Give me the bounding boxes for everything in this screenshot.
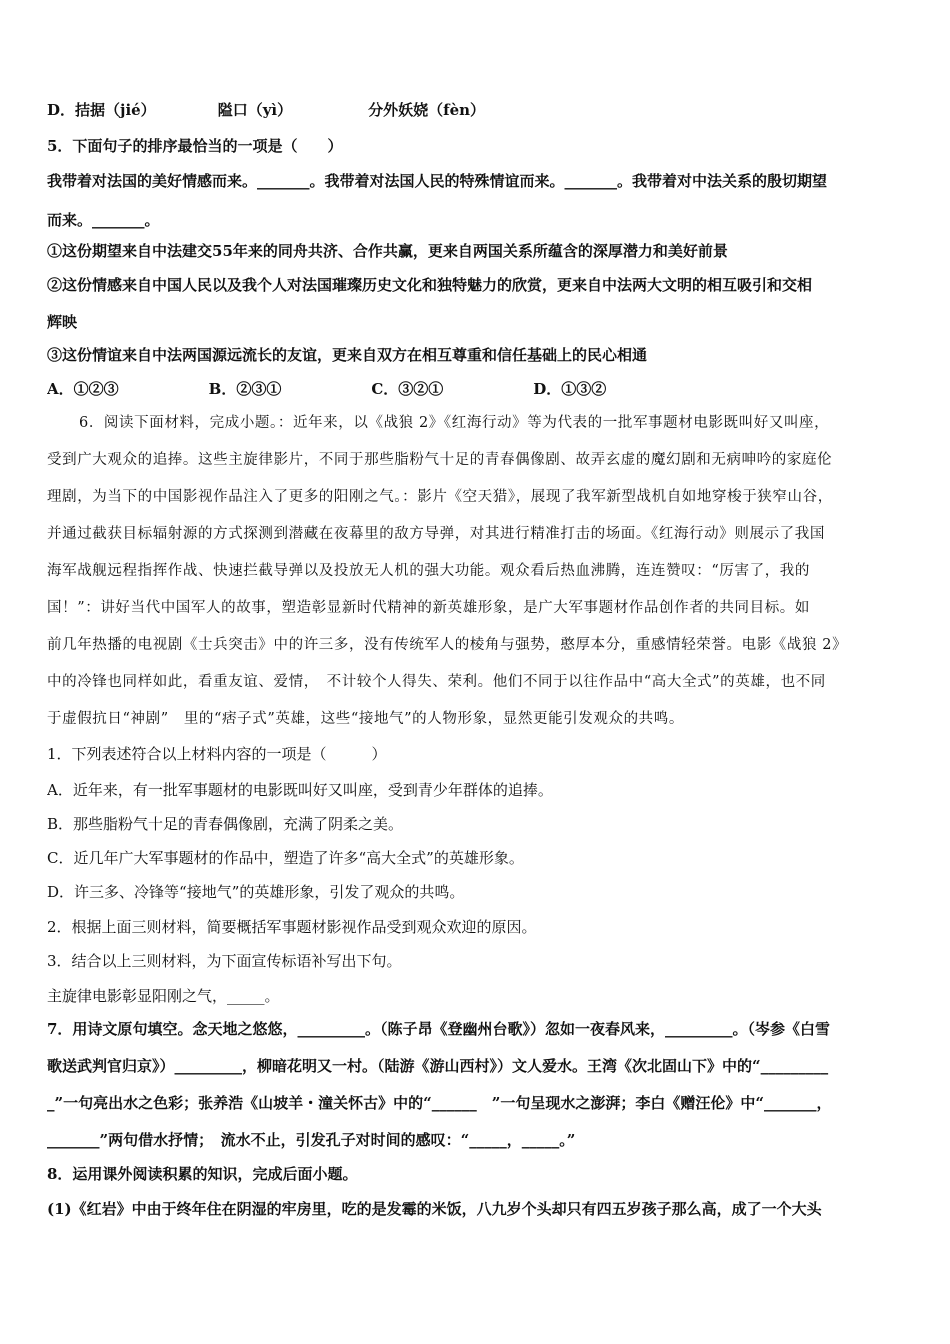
q6-sub1-stem: 1．下列表述符合以上材料内容的一项是（ ） xyxy=(47,745,387,763)
q5-sentence-2-cont: 辉映 xyxy=(47,313,78,331)
q6-sub2-stem: 2．根据上面三则材料，简要概括军事题材影视作品受到观众欢迎的原因。 xyxy=(47,918,537,936)
q7-line: 歌送武判官归京》）_________，柳暗花明又一村。（陆游《游山西村》）文人爱水。王湾《次北固山下》中的“_________ xyxy=(47,1057,829,1075)
q7-line: _”一句亮出水之色彩；张养浩《山坡羊・潼关怀古》中的“______ ”一句呈现水之澎湃；李白《赠汪伦》中“_______， xyxy=(47,1094,832,1112)
q5-option-a: A．①②③ xyxy=(47,380,119,398)
q5-option-b: B．②③① xyxy=(208,380,282,398)
q6-passage-line: 受到广大观众的追捧。这些主旋律影片，不同于那些脂粉气十足的青春偶像剧、故弄玄虚的魔幻剧和无病呻吟的家庭伦 xyxy=(47,452,833,468)
q6-passage-line: 6．阅读下面材料，完成小题。：近年来，以《战狼 2》《红海行动》等为代表的一批军事题材电影既叫好又叫座， xyxy=(79,415,830,431)
q5-options xyxy=(47,378,907,400)
q5-passage-line: 我带着对法国的美好情感而来。_______。我带着对法国人民的特殊情谊而来。_______。我带着对中法关系的殷切期望 xyxy=(47,172,828,190)
q6-passage-line: 国！”：讲好当代中国军人的故事，塑造彰显新时代精神的新英雄形象，是广大军事题材作品创作者的共同目标。如 xyxy=(47,600,811,616)
q7-line: 7．用诗文原句填空。念天地之悠悠，_________。（陈子昂《登幽州台歌》）忽如一夜春风来，_________。（岑参《白雪 xyxy=(47,1020,830,1038)
q5-sentence-3: ③这份情谊来自中法两国源远流长的友谊，更来自双方在相互尊重和信任基础上的民心相通 xyxy=(47,346,648,364)
q6-passage-line: 前几年热播的电视剧《士兵突击》中的许三多，没有传统军人的棱角与强势，憨厚本分，重感情轻荣誉。电影《战狼 2》 xyxy=(47,637,848,653)
q6-sub3-stem: 3．结合以上三则材料，为下面宣传标语补写出下句。 xyxy=(47,952,402,970)
q6-sub1-option-d: D．许三多、冷锋等“接地气”的英雄形象，引发了观众的共鸣。 xyxy=(47,883,465,901)
q6-sub1-option-b: B．那些脂粉气十足的青春偶像剧，充满了阴柔之美。 xyxy=(47,815,404,833)
q6-passage-line: 中的冷锋也同样如此，看重友谊、爱情， 不计较个人得失、荣利。他们不同于以往作品中“高大全式”的英雄，也不同 xyxy=(47,674,826,690)
q6-sub3-answer-line: 主旋律电影彰显阳刚之气，_____。 xyxy=(47,987,280,1005)
q5-passage-line: 而来。_______。 xyxy=(47,211,160,229)
q5-option-d: D．①③② xyxy=(533,380,607,398)
q5-sentence-1: ①这份期望来自中法建交55年来的同舟共济、合作共赢，更来自两国关系所蕴含的深厚潜力和美好前景 xyxy=(47,242,728,260)
q6-passage-line: 理剧，为当下的中国影视作品注入了更多的阳刚之气。：影片《空天猎》，展现了我军新型战机自如地穿梭于狭窄山谷， xyxy=(47,489,833,505)
q8-item-1: (1)《红岩》中由于终年住在阴湿的牢房里，吃的是发霉的米饭，八九岁个头却只有四五岁孩子那么高，成了一个大头 xyxy=(47,1200,822,1218)
q6-passage-line: 并通过截获目标辐射源的方式探测到潜藏在夜幕里的敌方导弹，对其进行精准打击的场面。《红海行动》则展示了我国 xyxy=(47,526,825,542)
q5-option-c: C．③②① xyxy=(371,380,444,398)
q5-sentence-2: ②这份情感来自中国人民以及我个人对法国璀璨历史文化和独特魅力的欣赏，更来自中法两大文明的相互吸引和交相 xyxy=(47,276,813,294)
q7-line: _______”两句借水抒情； 流水不止，引发孔子对时间的感叹：“_____，_____。” xyxy=(47,1131,576,1149)
q5-stem: 5．下面句子的排序最恰当的一项是（ ） xyxy=(47,137,343,155)
q8-stem: 8．运用课外阅读积累的知识，完成后面小题。 xyxy=(47,1165,358,1183)
q4-option-d: D．拮据（jié） 隘口（yì） 分外妖娆（fèn） xyxy=(47,101,486,119)
q6-sub1-option-a: A．近年来，有一批军事题材的电影既叫好又叫座，受到青少年群体的追捧。 xyxy=(47,781,553,799)
q6-passage-line: 海军战舰远程指挥作战、快速拦截导弹以及投放无人机的强大功能。观众看后热血沸腾，连连赞叹：“厉害了，我的 xyxy=(47,563,811,579)
q6-sub1-option-c: C．近几年广大军事题材的作品中，塑造了许多“高大全式”的英雄形象。 xyxy=(47,849,524,867)
q6-passage-line: 于虚假抗日“神剧” 里的“痞子式”英雄，这些“接地气”的人物形象，显然更能引发观众的共鸣。 xyxy=(47,711,684,727)
